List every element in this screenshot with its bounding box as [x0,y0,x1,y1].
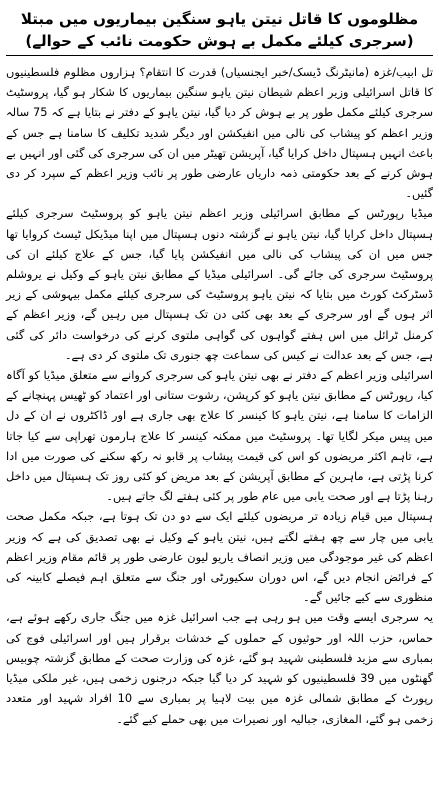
headline: مظلوموں کا قاتل نیتن یاہو سنگین بیماریوں میں مبتلا (سرجری کیلئے مکمل بے ہوش حکومت نائب کے حوالے) [6,8,433,56]
article-paragraph: ہسپتال میں قیام زیادہ تر مریضوں کیلئے ایک سے دو دن تک ہوتا ہے، جبکہ مکمل صحت یابی میں چار سے چھ ہفتے لگتے ہیں، نیتن یاہو کے وکیل نے بھی تصدیق کی ہے کہ وزیر اعظم کی غیر موجودگی میں وزیر انصاف یاریو لیون عارضی طور پر قائم مقام وزیر اعظم کے فرائض انجام دیں گے، اس دوران سکیورٹی اور جنگ سے متعلق اہم فیصلے کابینہ کی منظوری سے کیے جائیں گے۔ [6,509,433,605]
article-paragraph: میڈیا رپورٹس کے مطابق اسرائیلی وزیر اعظم نیتن یاہو کو پروسٹیٹ سرجری کیلئے ہسپتال داخل کرایا گیا، نیتن یاہو نے گزشتہ دنوں ہسپتال میں اپنا میڈیکل ٹیسٹ کروایا تھا جس میں ان کی پیشاب کی نالی میں انفیکشن پایا گیا، جس کے علاج کیلئے ان کی پروسٹیٹ سرجری کی جائے گی۔ اسرائیلی میڈیا کے مطابق نیتن یاہو کے وکیل نے یروشلم ڈسٹرکٹ کورٹ میں بتایا کہ نیتن یاہو پروسٹیٹ کی سرجری کیلئے مکمل بیہوشی کے زیر اثر ہوں گے اور سرجری کے بعد بھی کئی دن تک ہسپتال میں رہیں گے، وزیر اعظم کے کرمنل ٹرائل میں اس ہفتے گواہوں کی گواہی ملتوی کرنے کی درخواست دائر کی گئی ہے، جس کے بعد عدالت نے کیس کی سماعت چھ جنوری تک ملتوی کر دی ہے۔ [6,206,433,362]
article-paragraph: یہ سرجری ایسے وقت میں ہو رہی ہے جب اسرائیل غزہ میں جنگ جاری رکھے ہوئے ہے، حماس، حزب اللہ اور حوثیوں کے حملوں کے خدشات برقرار ہیں اور اسرائیلی فوج کی بمباری سے مزید فلسطینی شہید ہو گئے، غزہ کی وزارت صحت کے مطابق گزشتہ چوبیس گھنٹوں میں 39 فلسطینیوں کو شہید کر دیا گیا جبکہ درجنوں زخمی ہیں، غیر ملکی میڈیا رپورٹ کے مطابق شمالی غزہ میں بیت لاہیا پر بمباری سے 10 افراد شہید اور متعدد زخمی ہو گئے، المغازی، جبالیہ اور نصیرات میں بھی حملے کیے گئے۔ [6,610,433,726]
article-body [6,62,433,729]
article-paragraph: اسرائیلی وزیر اعظم کے دفتر نے بھی نیتن یاہو کی سرجری کروانے سے متعلق میڈیا کو آگاہ کیا، رپورٹس کے مطابق نیتن یاہو کو کرپشن، رشوت ستانی اور اعتماد کو ٹھیس پہنچانے کے الزامات کا سامنا ہے، نیتن یاہو کا کینسر کا علاج بھی جاری ہے اور ڈاکٹروں نے ان کے دل میں پیس میکر لگایا تھا۔ پروسٹیٹ میں ممکنہ کینسر کا علاج ہارمون تھراپی سے کیا جاتا ہے، تاہم اکثر مریضوں کو اس کی قیمت پیشاب پر قابو نہ رکھ سکنے کی صورت میں ادا کرنا پڑتی ہے، ماہرین کے مطابق آپریشن کے بعد مریض کو کئی روز تک ہسپتال میں داخل رہنا پڑتا ہے اور صحت یابی میں عام طور پر کئی ہفتے لگ جاتے ہیں۔ [6,368,433,504]
article-paragraph: تل ابیب/غزہ (مانیٹرنگ ڈیسک/خبر ایجنسیاں) قدرت کا انتقام؟ ہزاروں مظلوم فلسطینیوں کا قاتل اسرائیلی وزیر اعظم شیطان نیتن یاہو سنگین بیماریوں کا شکار ہو گیا، پروسٹیٹ سرجری کیلئے مکمل طور پر بے ہوش کر دیا گیا، نیتن یاہو کے دفتر نے بتایا ہے کہ 75 سالہ وزیر اعظم کو پیشاب کی نالی میں انفیکشن اور دیگر شدید تکلیف کا سامنا ہے جس کے باعث انہیں ہسپتال داخل کرایا گیا، آپریشن تھیٹر میں ان کی سرجری کی گئی اور انہیں بے ہوش کرنے کے بعد حکومتی ذمہ داریاں عارضی طور پر نائب وزیر اعظم کے سپرد کر دی گئیں۔ [6,65,434,201]
